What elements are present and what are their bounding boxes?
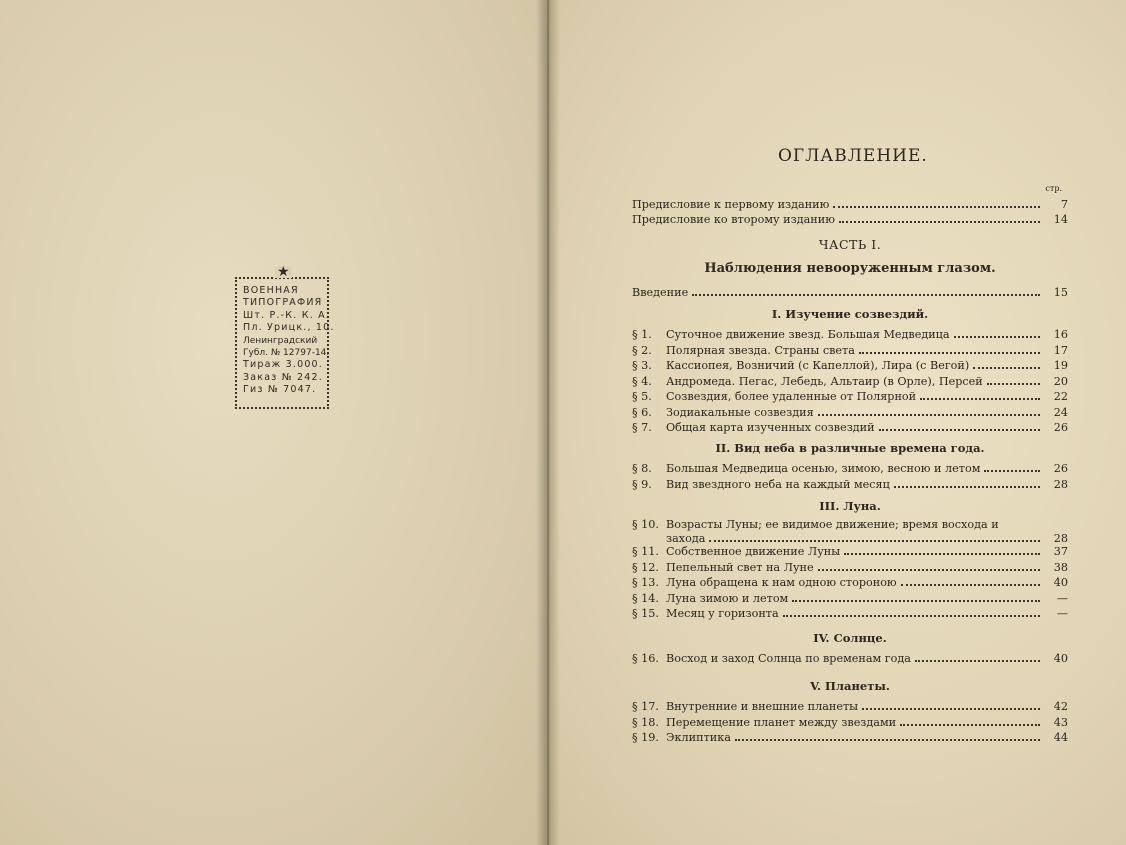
imprint-line: ВОЕННАЯ — [243, 285, 299, 296]
dot-leader — [920, 388, 1040, 400]
entry-title: Внутренние и внешние планеты — [666, 700, 859, 713]
entry-page: 22 — [1053, 390, 1068, 403]
entry-page: 42 — [1053, 700, 1068, 713]
imprint-line: Гиз № 7047. — [243, 384, 317, 396]
dot-leader — [973, 357, 1040, 369]
entry-page: — — [1056, 591, 1068, 605]
entry-page: 44 — [1053, 731, 1068, 744]
entry-number: § 18. — [632, 715, 659, 729]
section-heading: II. Вид неба в различные времена года. — [715, 441, 985, 455]
left-page — [0, 0, 548, 845]
toc-entry — [632, 698, 1068, 713]
toc-entry — [632, 543, 1068, 558]
dot-leader — [735, 729, 1040, 741]
entry-page: 15 — [1053, 286, 1068, 299]
entry-title: Луна зимою и летом — [666, 591, 789, 605]
entry-page: 26 — [1053, 421, 1068, 434]
toc-entry — [632, 574, 1068, 589]
entry-page: 40 — [1053, 652, 1068, 665]
entry-page: — — [1056, 607, 1068, 620]
entry-title: Общая карта изученных созвездий — [666, 421, 875, 434]
entry-number: § 12. — [632, 560, 659, 574]
entry-page: 37 — [1053, 545, 1068, 558]
part-subtitle: Наблюдения невооруженным глазом. — [704, 261, 996, 276]
entry-number: § 4. — [632, 374, 652, 388]
entry-title: Суточное движение звезд. Большая Медведица — [666, 328, 950, 341]
toc-entry — [632, 284, 1068, 299]
entry-title: Собственное движение Луны — [666, 545, 841, 558]
entry-number: § 5. — [632, 390, 652, 403]
entry-page: 16 — [1053, 328, 1068, 341]
entry-page: 19 — [1053, 359, 1068, 372]
imprint-line: Заказ № 242. — [243, 371, 323, 383]
imprint-line: Ленинградский — [243, 335, 318, 346]
page-column-label: стр. — [1045, 184, 1062, 193]
book-gutter — [536, 0, 560, 845]
entry-page: 28 — [1053, 532, 1068, 545]
entry-page: 38 — [1053, 560, 1068, 574]
dot-leader — [900, 714, 1040, 726]
entry-page: 43 — [1053, 715, 1068, 729]
entry-title: Эклиптика — [666, 731, 731, 744]
section-heading: I. Изучение созвездий. — [771, 307, 929, 321]
dot-leader — [894, 476, 1040, 488]
dot-leader — [844, 543, 1040, 555]
entry-number: § 19. — [632, 731, 659, 744]
dot-leader — [879, 419, 1040, 431]
entry-number: § 7. — [632, 421, 652, 434]
entry-number: § 10. — [632, 518, 659, 531]
entry-title: Введение — [632, 286, 689, 299]
entry-title: захода — [666, 532, 706, 545]
entry-title: Луна обращена к нам одною стороною — [666, 576, 897, 589]
dot-leader — [833, 196, 1040, 208]
dot-leader — [901, 574, 1040, 586]
dot-leader — [954, 326, 1040, 338]
toc-entry — [632, 211, 1068, 226]
entry-number: § 3. — [632, 359, 652, 372]
entry-number: § 14. — [632, 591, 659, 605]
entry-number: § 16. — [632, 652, 659, 665]
entry-title: Пепельный свет на Луне — [666, 560, 814, 574]
entry-title: Кассиопея, Возничий (с Капеллой), Лира (с Вегой) — [666, 359, 970, 372]
toc-entry — [632, 419, 1068, 434]
section-heading: V. Планеты. — [810, 679, 890, 693]
entry-page: 26 — [1053, 462, 1068, 475]
imprint-line: ТИПОГРАФИЯ — [243, 297, 323, 309]
toc-entry — [632, 404, 1068, 419]
entry-number: § 11. — [632, 545, 659, 558]
entry-title: Восход и заход Солнца по временам года — [666, 652, 911, 665]
imprint-line: Тираж 3.000. — [243, 359, 324, 371]
dot-leader — [792, 590, 1040, 602]
toc-entry — [632, 196, 1068, 211]
toc-entry — [632, 326, 1068, 341]
dot-leader — [692, 284, 1040, 296]
toc-entry — [632, 590, 1068, 605]
dot-leader — [818, 559, 1040, 571]
section-heading: IV. Солнце. — [813, 631, 887, 645]
printing-imprint — [235, 264, 335, 409]
entry-page: 7 — [1060, 198, 1068, 211]
entry-title: Предисловие к первому изданию — [632, 198, 830, 211]
entry-title: Месяц у горизонта — [666, 607, 779, 620]
entry-page: 14 — [1053, 213, 1068, 226]
dot-leader — [859, 342, 1040, 354]
toc-entry — [632, 476, 1068, 491]
star-icon: ★ — [277, 264, 290, 280]
entry-title: Андромеда. Пегас, Лебедь, Альтаир (в Орле), Персей — [666, 374, 983, 388]
toc-entry — [632, 357, 1068, 372]
entry-number: § 1. — [632, 328, 652, 341]
entry-number: § 8. — [632, 462, 652, 475]
entry-number: § 15. — [632, 607, 659, 620]
entry-title: Предисловие ко второму изданию — [632, 213, 835, 226]
dot-leader — [783, 605, 1040, 617]
entry-page: 24 — [1053, 405, 1068, 419]
toc-entry — [632, 650, 1068, 665]
entry-page: 28 — [1053, 477, 1068, 491]
dot-leader — [818, 404, 1040, 416]
entry-page: 17 — [1053, 343, 1068, 357]
toc-entry — [632, 388, 1068, 403]
entry-title: Большая Медведица осенью, зимою, весною и летом — [666, 462, 981, 475]
toc-entry — [632, 559, 1068, 574]
imprint-line: Пл. Урицк., 10. — [243, 322, 335, 334]
entry-page: 20 — [1053, 374, 1068, 388]
toc-heading: ОГЛАВЛЕНИЕ. — [778, 146, 928, 166]
toc-entry — [632, 729, 1068, 744]
toc-entry — [632, 714, 1068, 729]
toc-entry — [632, 342, 1068, 357]
dot-leader — [709, 530, 1040, 542]
entry-title: Полярная звезда. Страны света — [666, 343, 855, 357]
dot-leader — [839, 211, 1040, 223]
entry-title: Вид звездного неба на каждый месяц — [666, 477, 890, 491]
toc-entry — [632, 460, 1068, 475]
dot-leader — [987, 373, 1040, 385]
entry-number: § 2. — [632, 343, 652, 357]
imprint-line: Шт. Р.-К. К. А. — [243, 309, 330, 321]
entry-page: 40 — [1053, 576, 1068, 589]
toc-entry — [632, 605, 1068, 620]
dot-leader — [862, 698, 1040, 710]
entry-number: § 6. — [632, 405, 652, 419]
section-heading: III. Луна. — [819, 499, 881, 513]
entry-number: § 17. — [632, 700, 659, 713]
entry-title: Созвездия, более удаленные от Полярной — [666, 390, 917, 403]
entry-number: § 9. — [632, 477, 652, 491]
dot-leader — [984, 460, 1040, 472]
entry-number: § 13. — [632, 576, 659, 589]
imprint-line: Губл. № 12797-14. — [243, 348, 330, 359]
toc-entry — [632, 373, 1068, 388]
entry-title: Зодиакальные созвездия — [666, 405, 814, 419]
entry-title: Перемещение планет между звездами — [666, 715, 897, 729]
dot-leader — [915, 650, 1040, 662]
entry-title: Возрасты Луны; ее видимое движение; время восхода и — [666, 518, 999, 531]
part-heading: ЧАСТЬ I. — [818, 237, 882, 252]
